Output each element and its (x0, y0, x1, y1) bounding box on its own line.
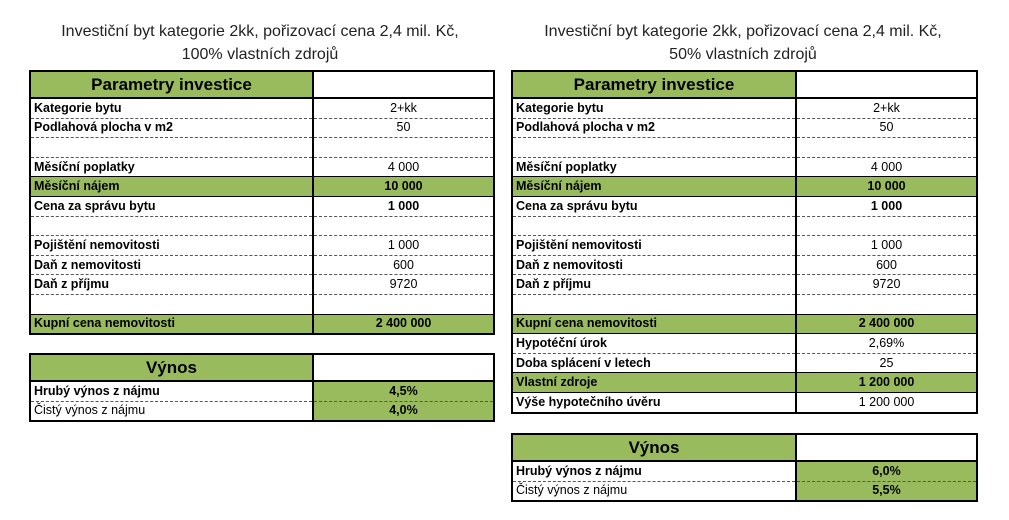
row-value: 600 (796, 255, 977, 275)
row-label: Kategorie bytu (30, 98, 313, 118)
row-value: 2+kk (796, 98, 977, 118)
left-params-header-empty (313, 71, 494, 98)
row-value: 1 000 (313, 236, 494, 256)
right-title-line2: 50% vlastních zdrojů (669, 46, 817, 63)
row-value (313, 216, 494, 236)
table-row (30, 177, 494, 197)
row-label (512, 216, 796, 236)
row-label (30, 294, 313, 314)
table-row (512, 481, 977, 501)
row-value (796, 216, 977, 236)
row-value: 1 000 (796, 236, 977, 256)
row-value: 4,5% (313, 381, 494, 401)
table-row (30, 275, 494, 295)
row-value: 6,0% (796, 461, 977, 481)
row-label: Měsíční poplatky (512, 157, 796, 177)
table-row (30, 294, 494, 314)
table-row (30, 236, 494, 256)
table-row (512, 138, 977, 158)
table-row (512, 294, 977, 314)
row-label: Kategorie bytu (512, 98, 796, 118)
row-label: Daň z příjmu (30, 275, 313, 295)
table-row (30, 255, 494, 275)
row-value: 4 000 (796, 157, 977, 177)
row-value: 5,5% (796, 481, 977, 501)
table-row (512, 392, 977, 412)
left-title (25, 20, 495, 66)
table-row (30, 381, 494, 401)
table-row (30, 314, 494, 334)
row-label: Kupní cena nemovitosti (512, 314, 796, 334)
table-row (512, 236, 977, 256)
row-value: 50 (796, 118, 977, 138)
table-row (512, 314, 977, 334)
row-label: Cena za správu bytu (30, 196, 313, 216)
table-row (30, 98, 494, 118)
table-row (512, 118, 977, 138)
table-row (512, 98, 977, 118)
row-label: Měsíční nájem (30, 177, 313, 197)
right-title-line1: Investiční byt kategorie 2kk, pořizovací cena 2,4 mil. Kč, (544, 23, 942, 40)
left-params-header-row (30, 71, 494, 98)
row-label: Měsíční poplatky (30, 157, 313, 177)
table-row (512, 373, 977, 393)
row-value: 1 200 000 (858, 394, 915, 409)
table-row (30, 196, 494, 216)
row-value: 50 (313, 118, 494, 138)
right-yield-header-empty (796, 434, 977, 461)
table-row (512, 275, 977, 295)
row-label: Pojištění nemovitosti (512, 236, 796, 256)
right-yield-header: Výnos (512, 434, 796, 461)
row-label: Podlahová plocha v m2 (512, 118, 796, 138)
row-value: 1 000 (796, 196, 977, 216)
table-row (30, 138, 494, 158)
row-label: Doba splácení v letech (512, 353, 796, 373)
row-value: 2 400 000 (796, 314, 977, 334)
row-value: 9720 (796, 275, 977, 295)
row-label: Čistý výnos z nájmu (30, 401, 313, 421)
table-row (512, 461, 977, 481)
right-yield-table (511, 433, 978, 502)
row-label (512, 294, 796, 314)
left-title-line2: 100% vlastních zdrojů (181, 46, 339, 63)
row-label: Hrubý výnos z nájmu (512, 461, 796, 481)
row-value: 1 200 000 (796, 373, 977, 393)
row-value: 25 (796, 353, 977, 373)
right-params-header-row (512, 71, 977, 98)
table-row (30, 401, 494, 421)
row-label: Podlahová plocha v m2 (30, 118, 313, 138)
row-label: Pojištění nemovitosti (30, 236, 313, 256)
row-value: 4 000 (313, 157, 494, 177)
table-row (512, 177, 977, 197)
row-value (796, 138, 977, 158)
table-row (512, 255, 977, 275)
table-row (512, 216, 977, 236)
row-label: Kupní cena nemovitosti (30, 314, 313, 334)
row-value: 2+kk (313, 98, 494, 118)
row-value: 2 400 000 (313, 314, 494, 334)
right-params-header-empty (796, 71, 977, 98)
row-label: Čistý výnos z nájmu (512, 481, 796, 501)
row-label: Výše hypotečního úvěru (512, 392, 796, 412)
row-label: Měsíční nájem (512, 177, 796, 197)
row-label (30, 216, 313, 236)
row-value: 10 000 (796, 177, 977, 197)
row-label: Daň z příjmu (512, 275, 796, 295)
row-value: 9720 (313, 275, 494, 295)
row-label: Vlastní zdroje (512, 373, 796, 393)
left-params-header: Parametry investice (30, 71, 313, 98)
left-params-table (29, 70, 495, 335)
row-label: Hypotéční úrok (512, 334, 796, 354)
row-value (313, 294, 494, 314)
left-yield-header-row (30, 354, 494, 381)
row-label (30, 138, 313, 158)
table-row (512, 196, 977, 216)
row-value: 10 000 (313, 177, 494, 197)
row-label: Daň z nemovitosti (30, 255, 313, 275)
left-yield-header: Výnos (30, 354, 313, 381)
table-row (512, 353, 977, 373)
table-row (30, 157, 494, 177)
left-yield-table (29, 353, 495, 422)
table-row (30, 216, 494, 236)
right-params-table (511, 70, 978, 414)
row-label: Cena za správu bytu (512, 196, 796, 216)
row-label: Hrubý výnos z nájmu (30, 381, 313, 401)
left-yield-header-empty (313, 354, 494, 381)
row-value: 4,0% (313, 401, 494, 421)
table-row (30, 118, 494, 138)
row-value: 600 (313, 255, 494, 275)
table-row (512, 334, 977, 354)
row-label: Daň z nemovitosti (512, 255, 796, 275)
row-value: 1 000 (313, 196, 494, 216)
right-params-header: Parametry investice (512, 71, 796, 98)
right-yield-header-row (512, 434, 977, 461)
right-title (508, 20, 978, 66)
row-value (313, 138, 494, 158)
row-value: 2,69% (796, 334, 977, 354)
table-row (512, 157, 977, 177)
row-value (796, 294, 977, 314)
left-title-line1: Investiční byt kategorie 2kk, pořizovací cena 2,4 mil. Kč, (61, 23, 459, 40)
row-label (512, 138, 796, 158)
